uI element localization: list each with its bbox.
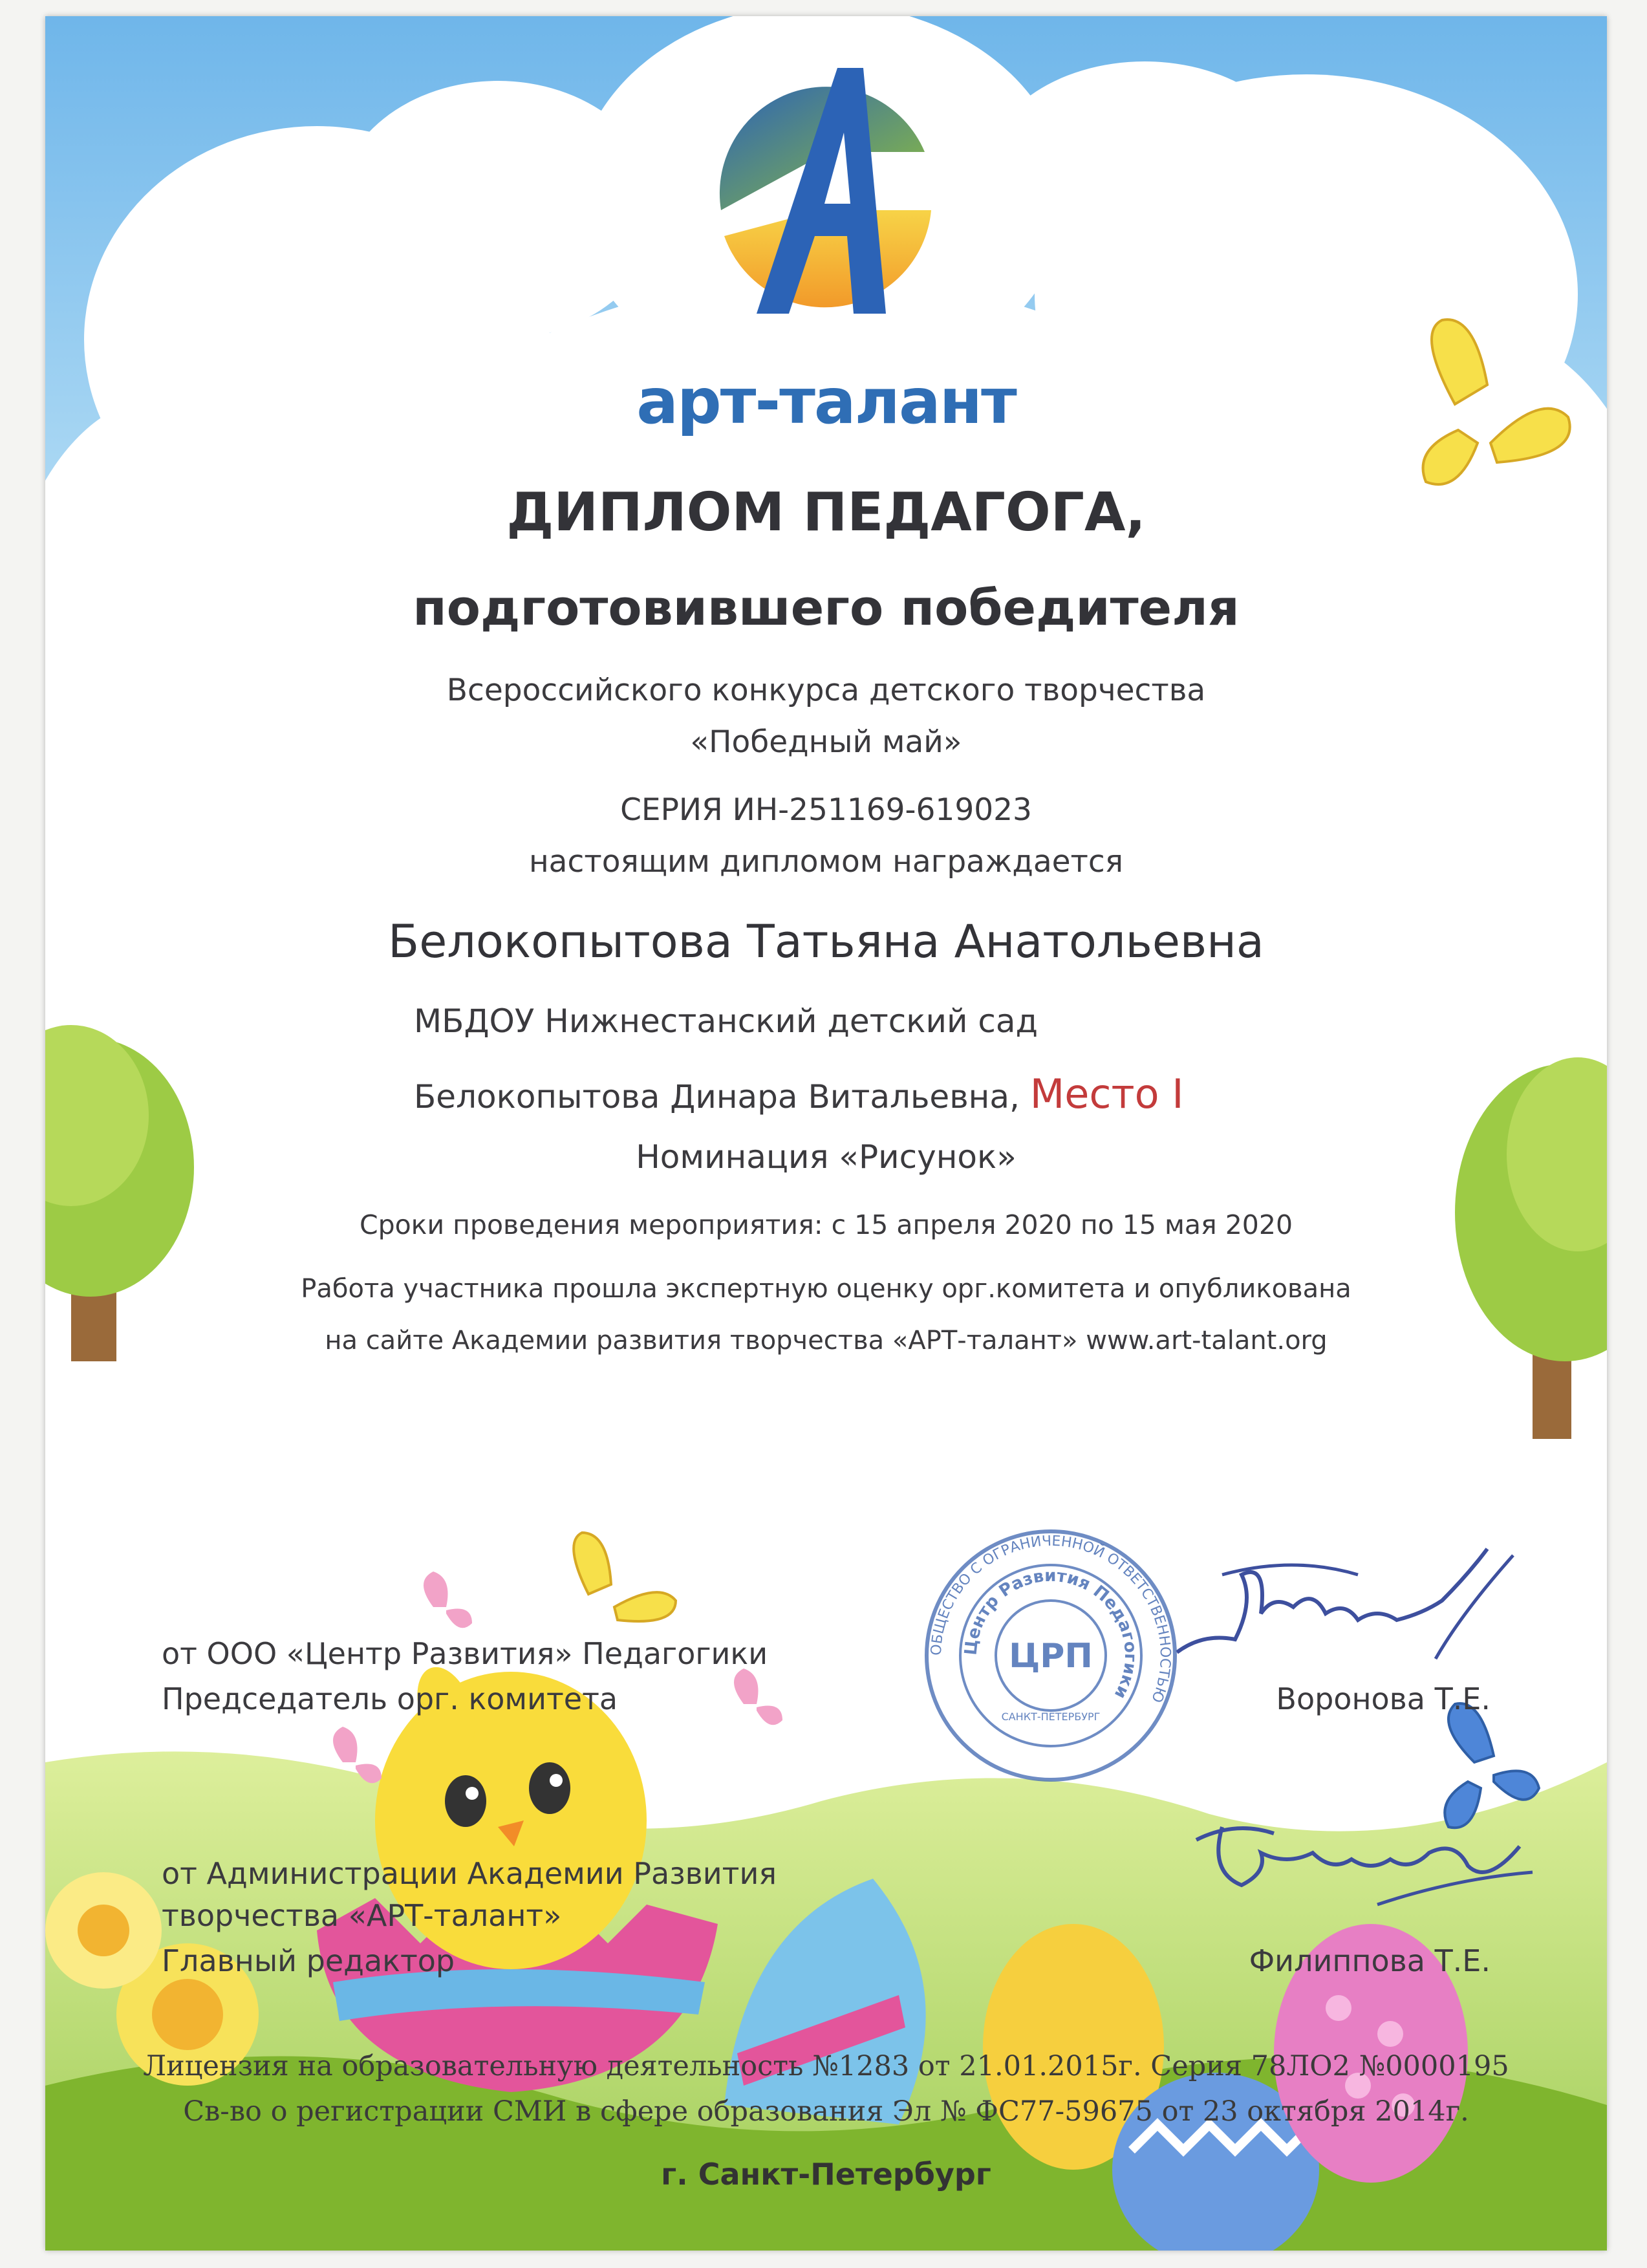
signer1-name: Воронова Т.Е. xyxy=(1276,1681,1491,1716)
review-line-1: Работа участника прошла экспертную оценку орг.комитета и опубликована xyxy=(301,1274,1351,1304)
student-line xyxy=(414,1070,1184,1118)
signer2-name: Филиппова Т.Е. xyxy=(1249,1943,1491,1978)
event-dates: Сроки проведения мероприятия: с 15 апреля 2020 по 15 мая 2020 xyxy=(359,1209,1293,1240)
signer1-role: Председатель орг. комитета xyxy=(162,1681,618,1716)
registration-line: Св-во о регистрации СМИ в сфере образования Эл № ФС77-59675 от 23 октября 2014г. xyxy=(183,2095,1469,2128)
signer2-role: Главный редактор xyxy=(162,1943,455,1978)
signature-filippova xyxy=(1183,1801,1545,1930)
signer2-org-2: творчества «АРТ-талант» xyxy=(162,1898,562,1933)
signer2-org: от Администрации Академии Развития xyxy=(162,1856,777,1891)
nomination: Номинация «Рисунок» xyxy=(636,1138,1017,1176)
contest-line: Всероссийского конкурса детского творчества xyxy=(446,673,1206,708)
brand-name: арт-талант xyxy=(636,365,1016,438)
stamp-city-text: САНКТ-ПЕТЕРБУРГ xyxy=(1001,1711,1101,1723)
city: г. Санкт-Петербург xyxy=(661,2157,991,2192)
diploma-subtitle: подготовившего победителя xyxy=(413,579,1240,636)
stamp-outer-text: ОБЩЕСТВО С ОГРАНИЧЕННОЙ ОТВЕТСТВЕННОСТЬЮ xyxy=(928,1533,1174,1705)
student-name: Белокопытова Динара Витальевна, xyxy=(414,1078,1020,1116)
signer1-org: от ООО «Центр Развития» Педагогики xyxy=(162,1636,768,1671)
recipient-name: Белокопытова Татьяна Анатольевна xyxy=(388,915,1264,968)
review-line-2: на сайте Академии развития творчества «АРТ-талант» www.art-talant.org xyxy=(325,1326,1328,1355)
svg-text:Центр Развития Педагогики xyxy=(961,1566,1140,1702)
diploma-title: ДИПЛОМ ПЕДАГОГА, xyxy=(506,482,1146,543)
contest-name: «Победный май» xyxy=(690,724,962,760)
place-badge: Место I xyxy=(1029,1070,1184,1118)
stamp-center-text: ЦРП xyxy=(1009,1637,1093,1676)
series-number: СЕРИЯ ИН-251169-619023 xyxy=(620,792,1032,828)
awarded-line: настоящим дипломом награждается xyxy=(528,844,1124,880)
license-line: Лицензия на образовательную деятельность №1283 от 21.01.2015г. Серия 78ЛО2 №0000195 xyxy=(143,2050,1509,2082)
official-stamp xyxy=(921,1526,1180,1785)
signature-voronova xyxy=(1164,1536,1526,1685)
diploma-sheet xyxy=(45,16,1607,2251)
organization: МБДОУ Нижнестанский детский сад xyxy=(414,1002,1039,1040)
stamp-inner-text: Центр Развития Педагогики xyxy=(961,1566,1141,1702)
